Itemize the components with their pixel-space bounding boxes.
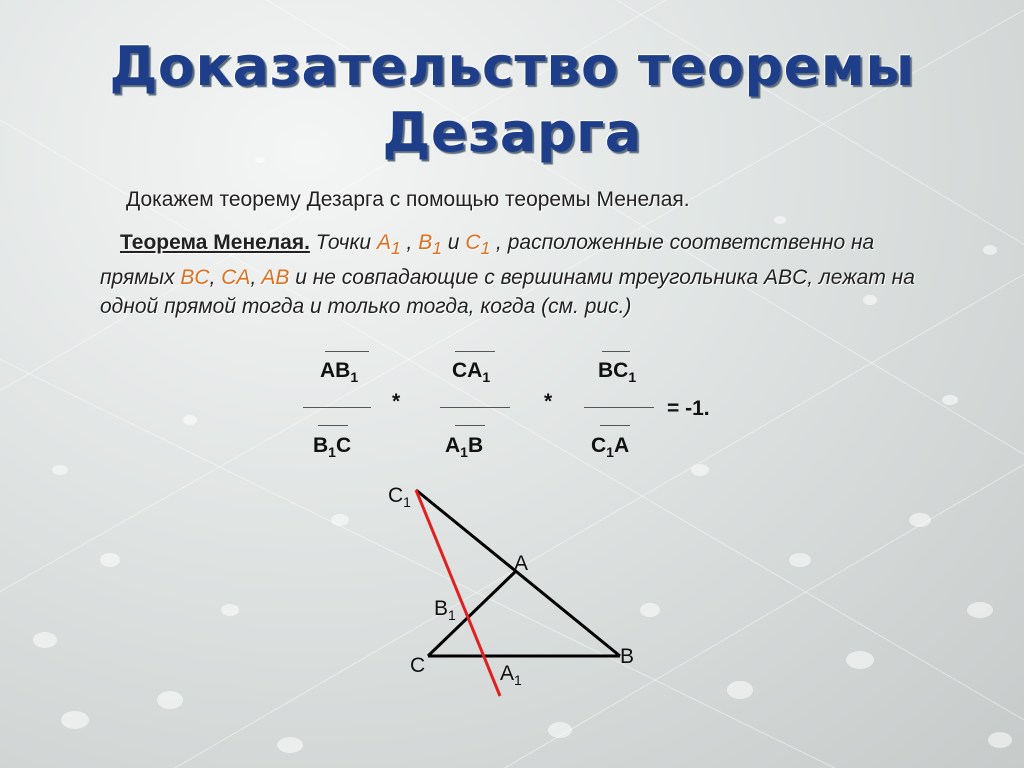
numerator-ab1: $AB_1$ (320, 359, 359, 385)
theorem-name: Теорема Менелая. (120, 231, 310, 254)
multiply-sign: * (392, 390, 401, 413)
label-c1: $C_1$ (388, 484, 411, 511)
line-bc: BC (180, 266, 210, 290)
label-b: B (620, 645, 635, 668)
label-a: A (514, 552, 529, 575)
transversal-line (416, 490, 500, 696)
point-c1: $C_1$ (465, 231, 491, 259)
line-ab: AB (261, 266, 290, 290)
denominator-b1c: $B_1C$ (313, 434, 352, 460)
page-title-line1: Доказательство теоремы (109, 35, 915, 98)
theorem-text-part: и (441, 231, 466, 254)
theorem-text-part: , (250, 266, 262, 290)
denominator-a1b: $A_1B$ (445, 434, 484, 460)
page-title-line2: Дезарга (382, 101, 642, 164)
denominator-c1a: $C_1A$ (591, 434, 630, 460)
label-c: C (410, 654, 426, 677)
point-b1: $B_1$ (418, 231, 442, 259)
theorem-text-part: и не совпадающие с вершинами треугольника ABC, лежат на одной прямой тогда и только тогда, когда (см. рис.) (100, 266, 915, 319)
theorem-text-part: , расположенные соответственно на прямых (100, 231, 875, 290)
theorem-text-part: Точки (309, 231, 377, 254)
point-a1: $A_1$ (376, 231, 401, 259)
multiply-sign: * (544, 390, 553, 413)
numerator-bc1: $BC_1$ (598, 359, 637, 385)
label-a1: $A_1$ (500, 662, 522, 689)
theorem-text-part: , (400, 231, 419, 254)
line-ca: CA (221, 266, 251, 290)
numerator-ca1: $CA_1$ (452, 359, 491, 385)
formula-result: = -1. (667, 397, 710, 420)
intro-text: Докажем теорему Дезарга с помощью теоремы Менелая. (126, 188, 690, 211)
theorem-text-part: , (209, 266, 222, 290)
label-b1: $B_1$ (434, 597, 456, 624)
